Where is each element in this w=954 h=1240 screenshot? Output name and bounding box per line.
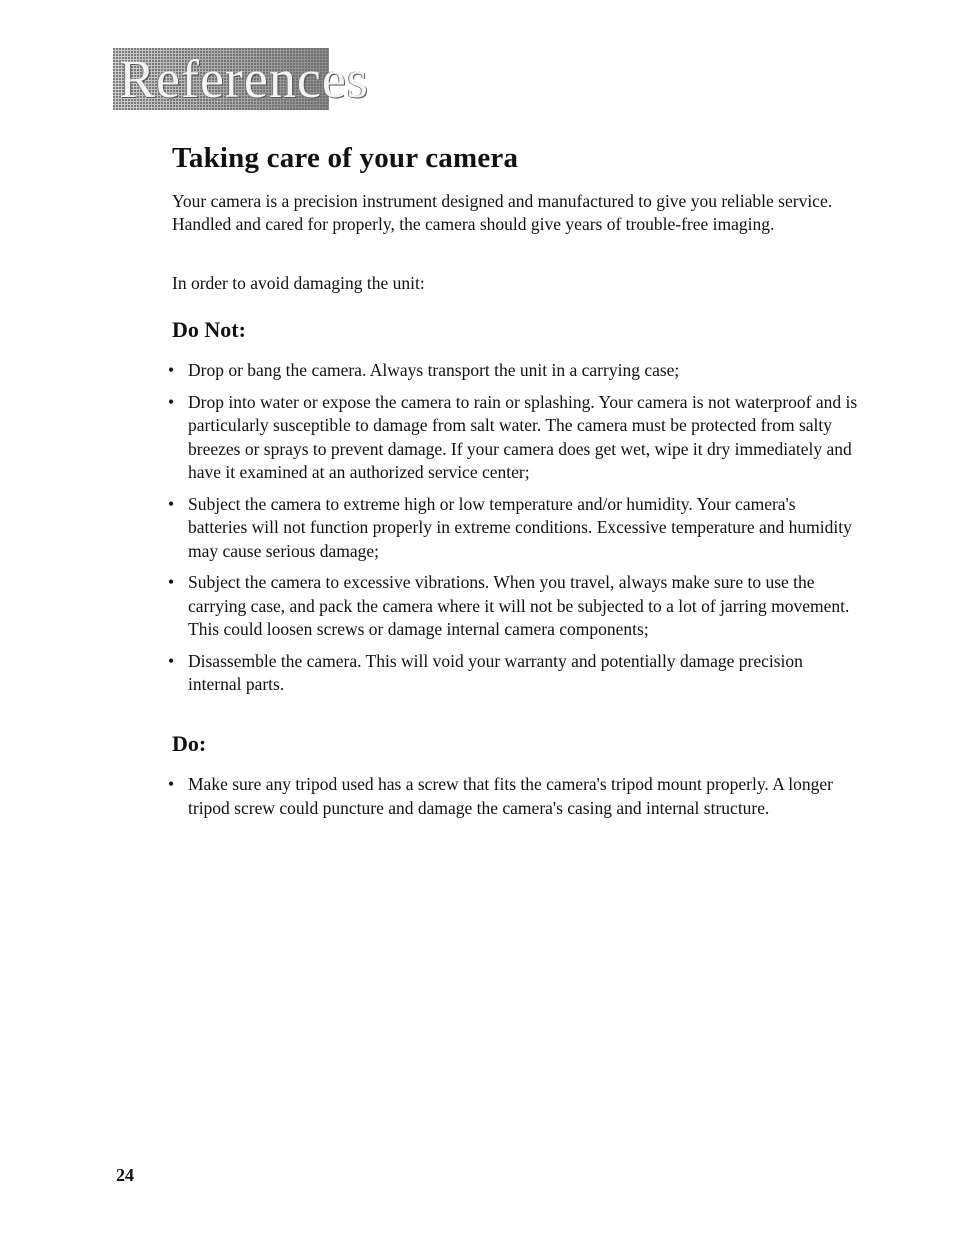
- bullet-icon: •: [168, 391, 175, 412]
- bullet-icon: •: [168, 572, 175, 592]
- section-banner-label: References: [119, 49, 369, 109]
- page-number: 24: [116, 1165, 134, 1185]
- list-item-text: Drop or bang the camera. Always transport the unit in a carrying case;: [188, 360, 680, 380]
- do-list: [168, 773, 858, 820]
- intro-paragraph: Your camera is a precision instrument designed and manufactured to give you reliable service. Handled and cared for properly, the camera should give years of trouble-free imaging.: [172, 191, 833, 234]
- bullet-icon: •: [168, 650, 175, 671]
- bullet-icon: •: [168, 774, 175, 794]
- list-item-text: Subject the camera to extreme high or low temperature and/or humidity. Your camera's batteries will not function properly in extreme conditions. Excessive temperature and humidity may cause serious damage;: [188, 493, 852, 561]
- list-item: [168, 650, 858, 697]
- list-item-text: Disassemble the camera. This will void your warranty and potentially damage precision internal parts.: [188, 650, 803, 694]
- bullet-icon: •: [168, 360, 175, 380]
- page-title: Taking care of your camera: [172, 142, 519, 174]
- list-item: [168, 773, 858, 820]
- list-item-text: Drop into water or expose the camera to rain or splashing. Your camera is not waterproof and is particularly susceptible to damage from salt water. The camera must be protected from salty breezes or sprays to prevent damage. If your camera does get wet, wipe it dry immediately and have it examined at an authorized service center;: [188, 391, 858, 482]
- section-banner: [113, 48, 369, 110]
- list-item: [168, 359, 858, 383]
- lead-in-text: In order to avoid damaging the unit:: [172, 273, 425, 293]
- list-item-text: Make sure any tripod used has a screw that fits the camera's tripod mount properly. A longer tripod screw could puncture and damage the camera's casing and internal structure.: [188, 774, 833, 818]
- bullet-icon: •: [168, 493, 175, 514]
- list-item: [168, 493, 858, 564]
- do-not-list: [168, 359, 858, 705]
- do-not-heading: Do Not:: [172, 317, 246, 342]
- do-heading: Do:: [172, 731, 207, 756]
- list-item: [168, 571, 858, 642]
- list-item-text: Subject the camera to excessive vibrations. When you travel, always make sure to use the carrying case, and pack the camera where it will not be subjected to a lot of jarring movement. This could loosen screws or damage internal camera components;: [188, 572, 850, 639]
- list-item: [168, 391, 858, 485]
